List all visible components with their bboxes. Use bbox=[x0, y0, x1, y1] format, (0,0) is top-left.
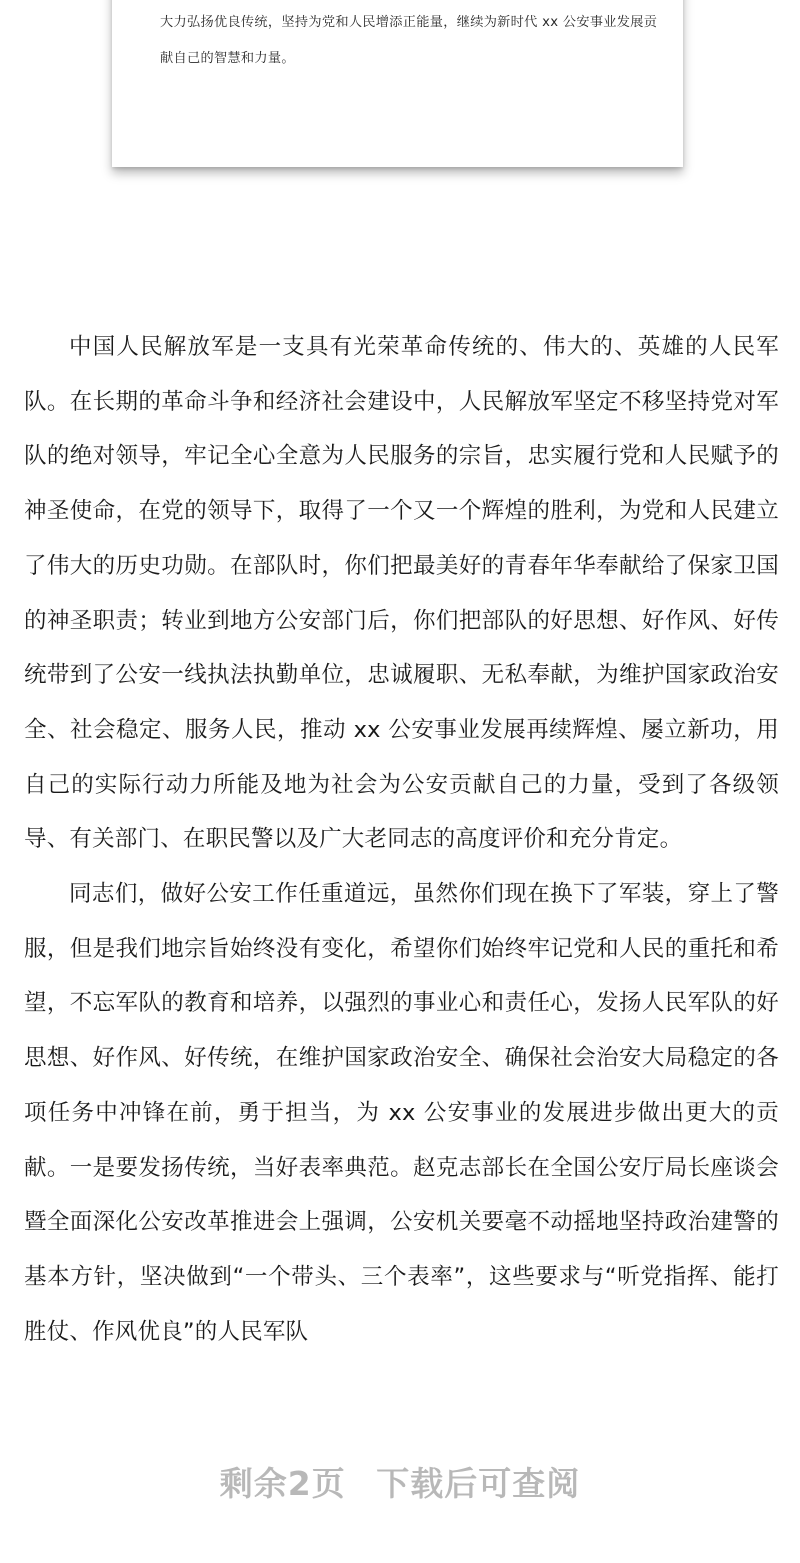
article-paragraph: 同志们，做好公安工作任重道远，虽然你们现在换下了军装，穿上了警服，但是我们地宗旨始终没有变化，希望你们始终牢记党和人民的重托和希望，不忘军队的教育和培养，以强烈的事业心和责任心，发扬人民军队的好思想、好作风、好传统，在维护国家政治安全、确保社会治安大局稳定的各项任务中冲锋在前，勇于担当，为 xx 公安事业的发展进步做出更大的贡献。一是要发扬传统，当好表率典范。赵克志部长在全国公安厅局长座谈会暨全面深化公安改革推进会上强调，公安机关要毫不动摇地坚持政治建警的基本方针，坚决做到“一个带头、三个表率”，这些要求与“听党指挥、能打胜仗、作风优良”的人民军队 bbox=[24, 881, 779, 1345]
download-to-view-label[interactable]: 下载后可查阅 bbox=[376, 1464, 581, 1503]
download-prompt-bar[interactable] bbox=[0, 1458, 800, 1505]
article-body bbox=[24, 320, 779, 1359]
excerpt-text: 大力弘扬优良传统，坚持为党和人民增添正能量，继续为新时代 xx 公安事业发展贡献自己的智慧和力量。 bbox=[160, 15, 658, 66]
excerpt-card bbox=[112, 0, 683, 167]
remaining-pages-label[interactable]: 剩余2页 bbox=[219, 1464, 346, 1503]
article-paragraph: 中国人民解放军是一支具有光荣革命传统的、伟大的、英雄的人民军队。在长期的革命斗争和经济社会建设中，人民解放军坚定不移坚持党对军队的绝对领导，牢记全心全意为人民服务的宗旨，忠实履行党和人民赋予的神圣使命，在党的领导下，取得了一个又一个辉煌的胜利，为党和人民建立了伟大的历史功勋。在部队时，你们把最美好的青春年华奉献给了保家卫国的神圣职责；转业到地方公安部门后，你们把部队的好思想、好作风、好传统带到了公安一线执法执勤单位，忠诚履职、无私奉献，为维护国家政治安全、社会稳定、服务人民，推动 xx 公安事业发展再续辉煌、屡立新功，用自己的实际行动力所能及地为社会为公安贡献自己的力量，受到了各级领导、有关部门、在职民警以及广大老同志的高度评价和充分肯定。 bbox=[24, 334, 779, 853]
